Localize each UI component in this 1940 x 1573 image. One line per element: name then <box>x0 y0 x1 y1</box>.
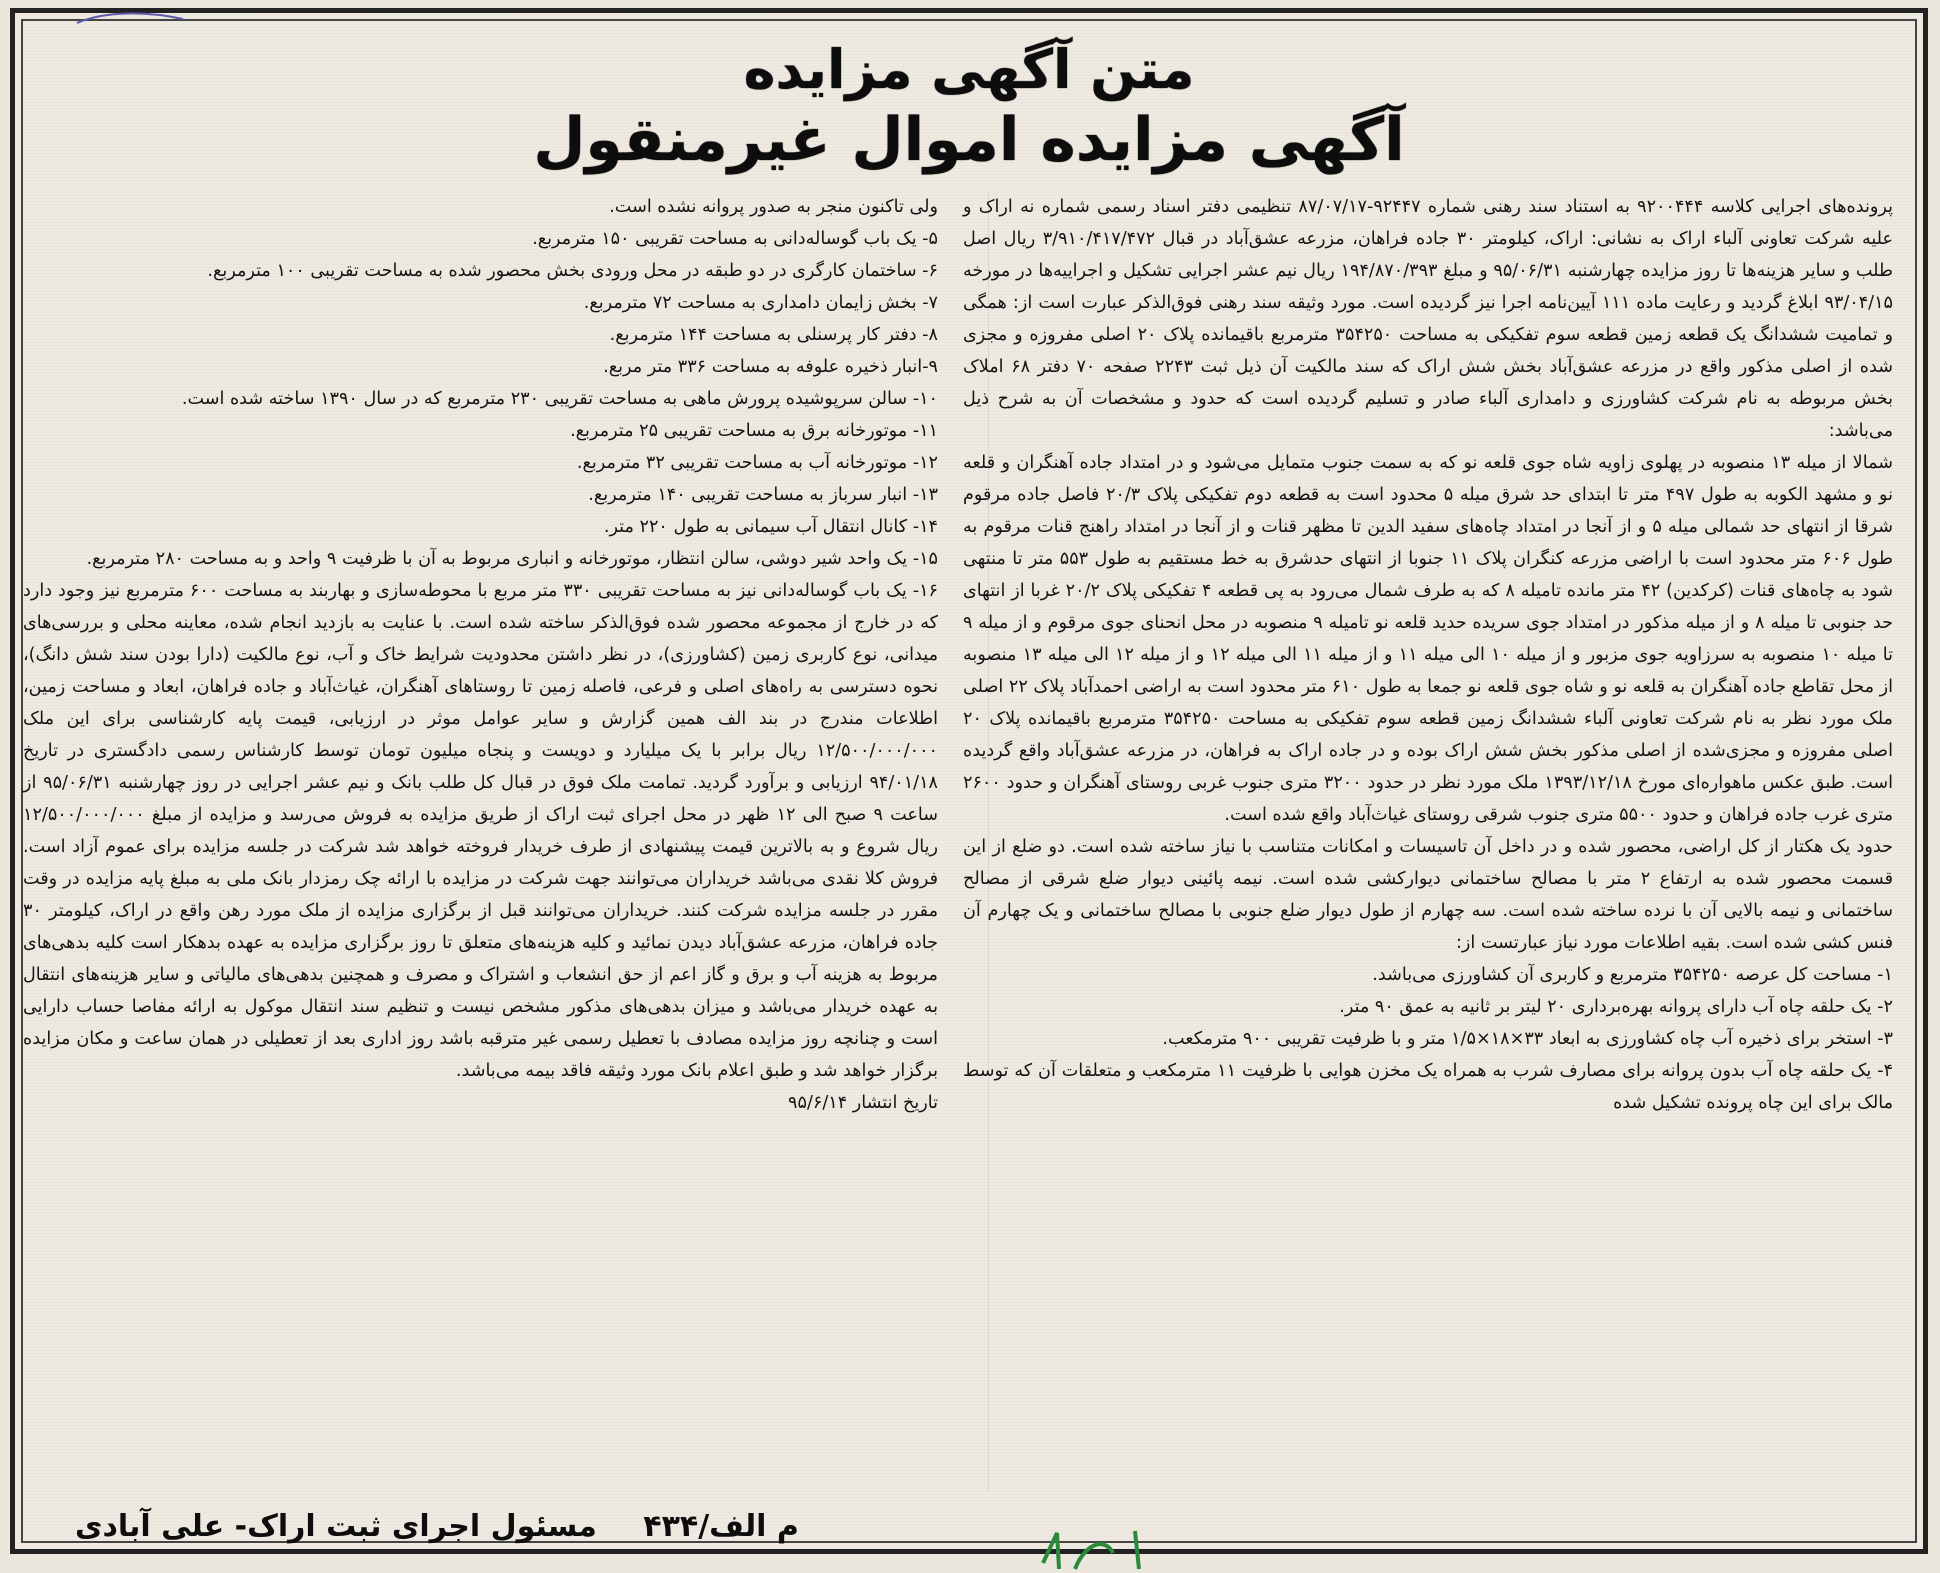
list-item: ولی تاکنون منجر به صدور پروانه نشده است. <box>609 197 938 217</box>
left-column <box>23 191 938 1119</box>
list-item: ۱۱- موتورخانه برق به مساحت تقریبی ۲۵ مترمربع. <box>570 421 938 441</box>
reference-number: م الف/۴۳۴ <box>643 1509 799 1544</box>
list-item: ۱۰- سالن سرپوشیده پرورش ماهی به مساحت تقریبی ۲۳۰ مترمربع که در سال ۱۳۹۰ ساخته شده است. <box>181 389 938 409</box>
signature-line <box>75 1509 799 1544</box>
list-item: ۵- یک باب گوساله‌دانی به مساحت تقریبی ۱۵۰ مترمربع. <box>532 229 938 249</box>
right-column <box>963 191 1893 1119</box>
list-item: ۶- ساختمان کارگری در دو طبقه در محل ورودی بخش محصور شده به مساحت تقریبی ۱۰۰ مترمربع. <box>207 261 938 281</box>
notice-subtitle: آگهی مزایده اموال غیرمنقول <box>533 105 1405 175</box>
list-item: ۱۵- یک واحد شیر دوشی، سالن انتظار، موتورخانه و انباری مربوط به آن با ظرفیت ۹ واحد و به مساحت ۲۸۰ مترمربع. <box>86 549 938 569</box>
notice-title: متن آگهی مزایده <box>743 38 1195 101</box>
list-item: ۸- دفتر کار پرسنلی به مساحت ۱۴۴ مترمربع. <box>609 325 938 345</box>
list-item: ۷- بخش زایمان دامداری به مساحت ۷۲ مترمربع. <box>583 293 938 313</box>
signer-name: مسئول اجرای ثبت اراک- علی آبادی <box>75 1509 597 1544</box>
notice-frame <box>10 8 1928 1554</box>
list-item: ۱۲- موتورخانه آب به مساحت تقریبی ۳۲ مترمربع. <box>576 453 938 473</box>
list-item: ۱۴- کانال انتقال آب سیمانی به طول ۲۲۰ متر. <box>603 517 938 537</box>
list-item: ۱۳- انبار سرباز به مساحت تقریبی ۱۴۰ مترمربع. <box>588 485 938 505</box>
boundaries-paragraph: شمالا از میله ۱۳ منصوبه در پهلوی زاویه شاه جوی قلعه نو که به سمت جنوب متمایل می‌شود و در امتداد جاده آهنگران و قلعه نو و مشهد الکوبه به طول ۴۹۷ متر تا ابتدای حد شرق میله ۵ محدود است به قطعه دوم تفکیکی پلاک ۲۰/۳ فاصل جاده مرقوم شرقا از انتهای حد شمالی میله ۵ و از آنجا در امتداد چاه‌های سفید الدین تا مظهر قنات و از آنجا در امتداد راهنج قنات مرقوم به طول ۶۰۶ متر محدود است با اراضی مزرعه کنگران پلاک ۱۱ جنوبا از انتهای حدشرق به خط مستقیم به طول ۵۵۳ متر تا منتهی شود به چاه‌های قنات (کرکدین) ۴۲ متر مانده تامیله ۸ که به طرف شمال می‌رود به پی قطعه ۴ تفکیکی پلاک ۲۰/۲ غربا از انتهای حد جنوبی تا میله ۸ و از میله مذکور در امتداد جوی سریده حدید قلعه نو تامیله ۹ منصوبه در محل انحنای جوی مرقوم و از میله ۹ تا میله ۱۰ منصوبه به سرزاویه جوی مزبور و از میله ۱۰ الی میله ۱۱ و از میله ۱۱ الی میله ۱۲ و از میله ۱۲ الی میله ۱۳ منصوبه از محل تقاطع جاده آهنگران به قلعه نو و شاه جوی قلعه نو جمعا به طول ۶۱۰ متر محدود است به اراضی احمدآباد پلاک ۲۲ اصلی ملک مورد نظر به نام شرکت تعاونی آلباء ششدانگ زمین قطعه سوم تفکیکی به مساحت ۳۵۴۲۵۰ مترمربع باقیمانده پلاک ۲۰ اصلی مفروزه و مجزی‌شده از اصلی مذکور بخش شش اراک بوده و در جاده اراک به فراهان، در مزرعه عشق‌آباد واقع گردیده است. طبق عکس ماهواره‌ای مورخ ۱۳۹۳/۱۲/۱۸ ملک مورد نظر در حدود ۳۲۰۰ متری جنوب غربی روستای آهنگران و حدود ۲۶۰۰ متری غرب جاده فراهان و حدود ۵۵۰۰ متری جنوب شرقی روستای غیاث‌آباد واقع شده است. <box>963 453 1894 825</box>
case-paragraph: پرونده‌های اجرایی کلاسه ۹۲۰۰۴۴۴ به استناد سند رهنی شماره ۹۲۴۴۷-۸۷/۰۷/۱۷ تنظیمی دفتر اسناد رسمی شماره نه اراک و علیه شرکت تعاونی آلباء اراک به نشانی: اراک، کیلومتر ۳۰ جاده فراهان، مزرعه عشق‌آباد در قبال ۳/۹۱۰/۴۱۷/۴۷۲ ریال اصل طلب و سایر هزینه‌ها تا روز مزایده چهارشنبه ۹۵/۰۶/۳۱ و مبلغ ۱۹۴/۸۷۰/۳۹۳ ریال نیم عشر اجرایی تشکیل و اجراییه‌ها در مورخه ۹۳/۰۴/۱۵ ابلاغ گردید و رعایت ماده ۱۱۱ آیین‌نامه اجرا نیز گردیده است. مورد وثیقه سند رهنی فوق‌الذکر عبارت است از: همگی و تمامیت ششدانگ یک قطعه زمین قطعه سوم تفکیکی به مساحت ۳۵۴۲۵۰ مترمربع باقیمانده پلاک ۲۰ اصلی مفروزه و مجزی شده از اصلی مذکور واقع در مزرعه عشق‌آباد بخش شش اراک که سند مالکیت آن ذیل ثبت ۲۲۴۳ صفحه ۷۰ دفتر ۶۸ املاک بخش مربوطه به نام شرکت کشاورزی و دامداری آلباء صادر و تسلیم گردیده است که حدود و مشخصات آن به شرح ذیل می‌باشد: <box>963 197 1894 441</box>
corner-ink-mark <box>75 9 185 31</box>
handwritten-mark <box>1035 1523 1165 1573</box>
list-item: ۲- یک حلقه چاه آب دارای پروانه بهره‌برداری ۲۰ لیتر بر ثانیه به عمق ۹۰ متر. <box>1339 997 1893 1017</box>
list-item: ۱- مساحت کل عرصه ۳۵۴۲۵۰ مترمربع و کاربری آن کشاورزی می‌باشد. <box>1372 965 1893 985</box>
list-item: ۹-انبار ذخیره علوفه به مساحت ۳۳۶ متر مربع. <box>603 357 938 377</box>
auction-terms-paragraph: ۱۶- یک باب گوساله‌دانی نیز به مساحت تقریبی ۳۳۰ متر مربع با محوطه‌سازی و بهاربند به مساحت ۶۰۰ مترمربع نیز وجود دارد که در خارج از مجموعه محصور شده فوق‌الذکر ساخته شده است. با عنایت به بازدید انجام شده، معاینه محلی و بررسی‌های میدانی، نوع کاربری زمین (کشاورزی)، در نظر داشتن محدودیت شرایط خاک و آب، نوع مالکیت (دارا بودن سند شش دانگ)، نحوه دسترسی به راه‌های اصلی و فرعی، فاصله زمین تا روستاهای آهنگران، غیاث‌آباد و جاده فراهان، ابعاد و مساحت زمین، اطلاعات مندرج در بند الف همین گزارش و سایر عوامل موثر در ارزیابی، قیمت پایه کارشناسی برای این ملک ۱۲/۵۰۰/۰۰۰/۰۰۰ ریال برابر با یک میلیارد و دویست و پنجاه میلیون تومان توسط کارشناس رسمی دادگستری در تاریخ ۹۴/۰۱/۱۸ ارزیابی و برآورد گردید. تمامت ملک فوق در قبال کل طلب بانک و نیم عشر اجرایی در روز چهارشنبه ۹۵/۰۶/۳۱ از ساعت ۹ صبح الی ۱۲ ظهر در محل اجرای ثبت اراک از طریق مزایده به فروش می‌رسد و مزایده از مبلغ ۱۲/۵۰۰/۰۰۰/۰۰۰ ریال شروع و به بالاترین قیمت پیشنهادی از طرف خریدار فروخته خواهد شد شرکت در جلسه مزایده برای عموم آزاد است. فروش کلا نقدی می‌باشد خریداران می‌توانند جهت شرکت در مزایده با ارائه چک رمزدار بانک ملی به مبلغ پایه مزایده در وقت مقرر در جلسه مزایده شرکت کنند. خریداران می‌توانند قبل از برگزاری مزایده از ملک مورد رهن واقع در اراک، کیلومتر ۳۰ جاده فراهان، مزرعه عشق‌آباد دیدن نمائید و کلیه هزینه‌های متعلق تا روز برگزاری مزایده به عهده بدهکار است کلیه بدهی‌های مربوط به هزینه آب و برق و گاز اعم از حق انشعاب و اشتراک و مصرف و همچنین بدهی‌های مالیاتی و سایر هزینه‌های انتقال به عهده خریدار می‌باشد و میزان بدهی‌های مذکور مشخص نیست و تنظیم سند انتقال موکول به ارائه مفاصا حساب دارایی است و چنانچه روز مزایده مصادف با تعطیل رسمی غیر مترقبه باشد روز اداری بعد از تعطیلی در همان ساعت و مکان مزایده برگزار خواهد شد و طبق اعلام بانک مورد وثیقه فاقد بیمه می‌باشد. <box>23 581 939 1081</box>
publication-date: تاریخ انتشار ۹۵/۶/۱۴ <box>788 1093 938 1113</box>
list-item: ۳- استخر برای ذخیره آب چاه کشاورزی به ابعاد ۳۳×۱۸×۱/۵ متر و با ظرفیت تقریبی ۹۰۰ مترمکعب. <box>1162 1029 1893 1049</box>
list-item: ۴- یک حلقه چاه آب بدون پروانه برای مصارف شرب به همراه یک مخزن هوایی با ظرفیت ۱۱ مترمکعب و متعلقات آن که توسط مالک برای این چاه پرونده تشکیل شده <box>963 1061 1894 1113</box>
facilities-paragraph: حدود یک هکتار از کل اراضی، محصور شده و در داخل آن تاسیسات و امکانات متناسب با نیاز ساخته شده است. دو ضلع از این قسمت محصور شده به ارتفاع ۲ متر با مصالح ساختمانی دیوارکشی شده است. نیمه پائینی دیوار ضلع شرقی از مصالح ساختمانی و نیمه بالایی آن با نرده ساخته شده است. سه چهارم از طول دیوار ضلع جنوبی با مصالح ساختمانی و یک چهارم آن فنس کشی شده است. بقیه اطلاعات مورد نیاز عبارتست از: <box>963 837 1894 953</box>
notice-header <box>15 37 1923 177</box>
